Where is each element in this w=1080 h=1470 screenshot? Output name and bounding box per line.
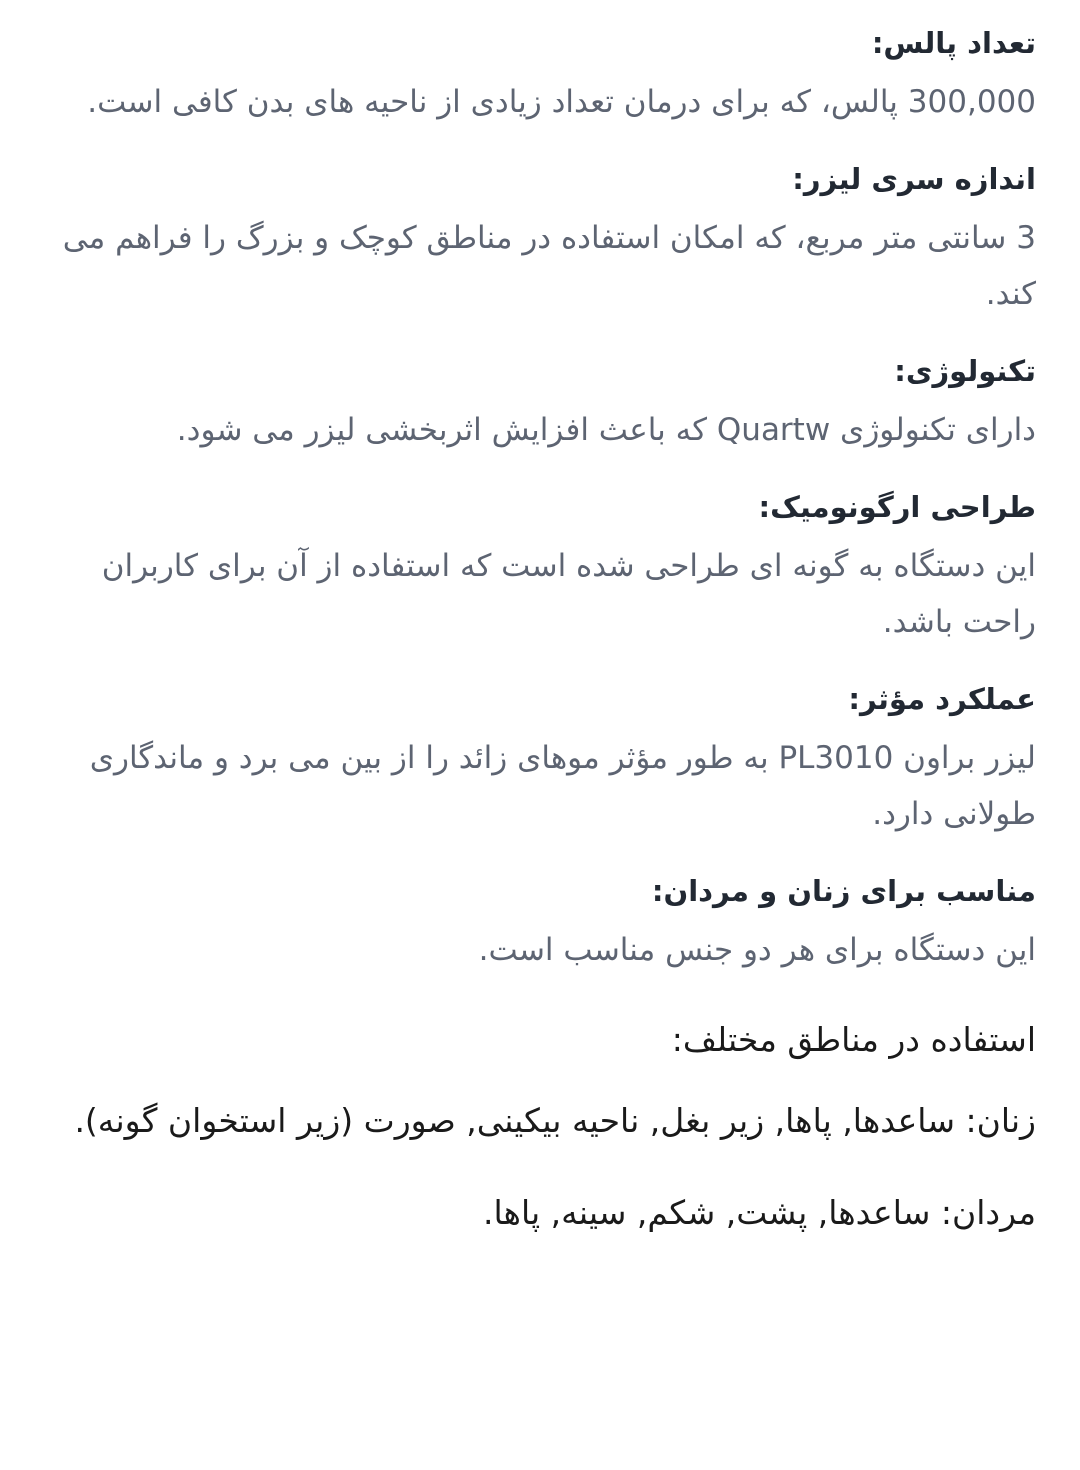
feature-title: طراحی ارگونومیک: [758,490,1036,524]
feature-effective-performance [44,674,1036,842]
feature-technology [44,346,1036,458]
feature-ergonomic-design [44,482,1036,650]
usage-women: زنان: ساعدها, پاها, زیر بغل, ناحیه بیکینی, صورت (زیر استخوان گونه). [74,1101,1036,1140]
product-features-article [44,18,1036,1242]
feature-title: تکنولوژی: [894,354,1036,388]
feature-description: این دستگاه برای هر دو جنس مناسب است. [478,932,1036,968]
feature-title: اندازه سری لیزر: [792,162,1036,196]
feature-description: این دستگاه به گونه ای طراحی شده است که استفاده از آن برای کاربران راحت باشد. [101,548,1036,640]
usage-title: استفاده در مناطق مختلف: [671,1020,1036,1059]
feature-title: تعداد پالس: [871,26,1036,60]
feature-pulse-count [44,18,1036,130]
feature-description: 3 سانتی متر مربع، که امکان استفاده در مناطق کوچک و بزرگ را فراهم می کند. [62,220,1036,312]
usage-men: مردان: ساعدها, پشت, شکم, سینه, پاها. [483,1193,1036,1232]
feature-title: مناسب برای زنان و مردان: [651,874,1036,908]
feature-description: 300,000 پالس، که برای درمان تعداد زیادی از ناحیه های بدن کافی است. [87,84,1036,120]
feature-title: عملکرد مؤثر: [848,682,1036,716]
feature-description: دارای تکنولوژی Quartw که باعث افزایش اثربخشی لیزر می شود. [176,412,1036,448]
usage-areas-section [44,1012,1036,1242]
feature-description: لیزر براون PL3010 به طور مؤثر موهای زائد را از بین می برد و ماندگاری طولانی دارد. [89,740,1036,832]
feature-suitable-for-all [44,866,1036,978]
feature-laser-head-size [44,154,1036,322]
